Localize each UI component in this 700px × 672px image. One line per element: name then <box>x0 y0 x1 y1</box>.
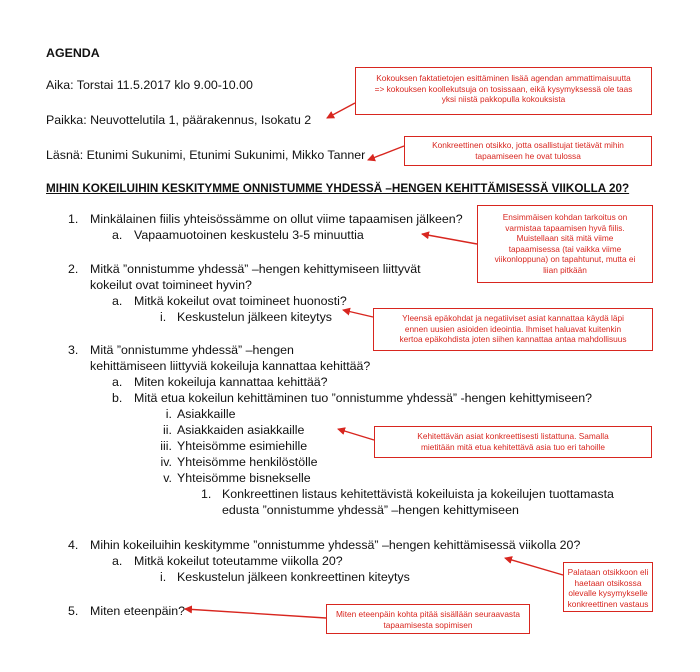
meeting-place: Paikka: Neuvottelutila 1, päärakennus, Isokatu 2 <box>46 113 312 127</box>
item-number: 4. <box>68 538 79 552</box>
item-3-text-line1: Mitä ”onnistumme yhdessä” –hengen <box>90 343 294 357</box>
comment-box-facts <box>355 67 652 115</box>
comment-line: Yleensä epäkohdat ja negatiiviset asiat kannattaa käydä läpi <box>402 313 624 323</box>
arrow-line <box>327 103 355 118</box>
sub-roman: iv. <box>160 455 172 469</box>
comment-line: mietitään mitä etua kehitettävä asia tuo eri tahoille <box>420 441 606 452</box>
sub-roman: i. <box>165 407 172 421</box>
item-number: 5. <box>68 604 79 618</box>
comment-line: varmistaa tapaamisen hyvä fiilis. <box>505 222 625 233</box>
item-3-deep-line1: Konkreettinen listaus kehitettävistä kokeiluista ja kokeilujen tuottamasta <box>222 487 614 501</box>
sub-roman: iii. <box>160 439 172 453</box>
comment-box-benefits <box>374 426 652 458</box>
benefit-list-item: Yhteisömme bisnekselle <box>177 471 311 485</box>
arrow-line <box>422 234 477 244</box>
comment-line: tapaamisessa (tai vaikka viime <box>508 243 622 254</box>
comment-line: konkreettinen vastaus <box>567 598 649 609</box>
sub-roman: v. <box>163 471 172 485</box>
item-number: 1. <box>68 212 79 226</box>
sub-letter: a. <box>112 294 123 308</box>
comment-line: haetaan otsikossa <box>574 577 642 588</box>
arrow-line <box>368 146 404 160</box>
comment-line: => kokouksen koollekutsuja on tosissaan, eikä kysymyksessä ole taas <box>374 83 633 94</box>
arrow-line <box>505 558 563 575</box>
item-1-text: Minkälainen fiilis yhteisössämme on ollut viime tapaamisen jälkeen? <box>90 212 463 226</box>
comment-line: Palataan otsikkoon eli <box>567 567 649 577</box>
comment-line: kertoa epäkohdista joten siihen kannattaa antaa mahdollisuus <box>399 334 627 345</box>
comment-box-next-steps <box>326 604 530 634</box>
comment-line: Konkreettinen otsikko, jotta osallistujat tietävät mihin <box>432 140 624 150</box>
item-3-text-line2: kehittämiseen liittyviä kokeiluja kannattaa kehittää? <box>90 359 371 373</box>
comment-line: Ensimmäisen kohdan tarkoitus on <box>502 212 628 222</box>
sub-roman: ii. <box>163 423 172 437</box>
item-3-deep-line2: edusta ”onnistumme yhdessä” –hengen kehittymiseen <box>222 503 519 517</box>
item-3a-text: Miten kokeiluja kannattaa kehittää? <box>134 375 328 389</box>
item-2-text-line2: kokeilut ovat toimineet hyvin? <box>90 278 252 292</box>
comment-box-heading-return <box>563 562 653 612</box>
item-4-text: Mihin kokeiluihin keskitymme ”onnistumme yhdessä” –hengen kehittämisessä viikolla 20? <box>90 538 581 552</box>
comment-line: Muistellaan sitä mitä viime <box>516 233 614 244</box>
benefit-list-item: Asiakkaiden asiakkaille <box>177 423 305 437</box>
arrow-line <box>343 310 373 317</box>
sub-letter: a. <box>112 228 123 242</box>
arrow-line <box>338 429 374 440</box>
item-1a-text: Vapaamuotoinen keskustelu 3-5 minuuttia <box>134 228 364 242</box>
item-4a-text: Mitkä kokeilut toteutamme viikolla 20? <box>134 554 343 568</box>
comment-line: yksi niistä pakkopulla kokouksista <box>441 94 566 105</box>
item-5-text: Miten eteenpäin? <box>90 604 186 618</box>
comment-line: ennen uusien asioiden ideointia. Ihmiset haluavat kuitenkin <box>404 323 622 334</box>
item-number: 3. <box>68 343 79 357</box>
sub-roman: i. <box>160 310 167 324</box>
item-2a-text: Mitkä kokeilut ovat toimineet huonosti? <box>134 294 347 308</box>
comment-line: tapaamiseen he ovat tulossa <box>475 150 581 161</box>
attendees: Läsnä: Etunimi Sukunimi, Etunimi Sukunimi, Mikko Tanner <box>46 148 366 162</box>
comment-box-feeling <box>477 205 653 283</box>
benefit-list-item: Yhteisömme esimiehille <box>177 439 308 453</box>
item-number: 2. <box>68 262 79 276</box>
comment-line: tapaamisesta sopimisen <box>383 619 473 630</box>
comment-line: viikonloppuna) on tapahtunut, mutta ei <box>494 254 636 265</box>
comment-line: Kehitettävän asiat konkreettisesti listattuna. Samalla <box>417 431 609 441</box>
deep-number: 1. <box>201 487 212 501</box>
comment-line: olevalle kysymykselle <box>568 588 648 599</box>
item-4a-i-text: Keskustelun jälkeen konkreettinen kiteytys <box>177 570 410 584</box>
main-heading: MIHIN KOKEILUIHIN KESKITYMME ONNISTUMME YHDESSÄ –HENGEN KEHITTÄMISESSÄ VIIKOLLA 20? <box>46 182 630 195</box>
comment-line: liian pitkään <box>543 264 587 275</box>
meeting-time: Aika: Torstai 11.5.2017 klo 9.00-10.00 <box>46 78 253 92</box>
sub-letter: a. <box>112 375 123 389</box>
comment-line: Miten eteenpäin kohta pitää sisällään seuraavasta <box>335 609 521 619</box>
benefit-list-item: Yhteisömme henkilöstölle <box>177 455 318 469</box>
sub-roman: i. <box>160 570 167 584</box>
arrow-line <box>185 609 326 618</box>
comment-box-title <box>404 136 652 166</box>
agenda-title: AGENDA <box>46 46 100 60</box>
benefit-list-item: Asiakkaille <box>177 407 236 421</box>
item-2-text-line1: Mitkä ”onnistumme yhdessä” –hengen kehittymiseen liittyvät <box>90 262 421 276</box>
item-3b-text: Mitä etua kokeilun kehittäminen tuo ”onnistumme yhdessä” -hengen kehittymiseen? <box>134 391 593 405</box>
comment-line: Kokouksen faktatietojen esittäminen lisää agendan ammattimaisuutta <box>376 73 631 83</box>
sub-letter: a. <box>112 554 123 568</box>
comment-box-negatives <box>373 308 653 351</box>
sub-letter: b. <box>112 391 123 405</box>
item-2a-i-text: Keskustelun jälkeen kiteytys <box>177 310 332 324</box>
